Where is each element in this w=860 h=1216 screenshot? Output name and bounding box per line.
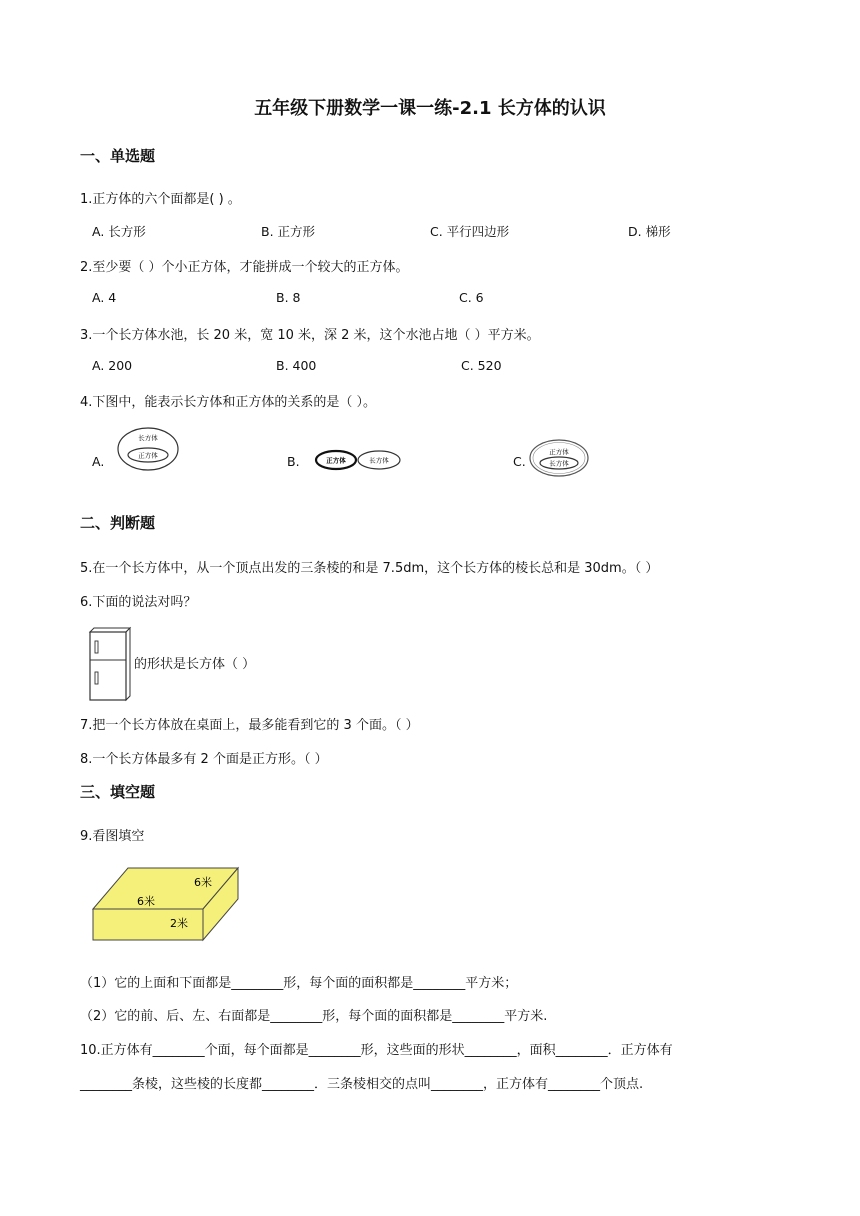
section-heading-true-false: 二、判断题 xyxy=(80,514,156,532)
q3-option-c: C. 520 xyxy=(461,358,502,373)
question-9-sub-1: （1）它的上面和下面都是________形，每个面的面积都是________平方米； xyxy=(80,976,518,991)
section-heading-single-choice: 一、单选题 xyxy=(80,147,156,165)
q1-option-b: B. 正方形 xyxy=(261,224,316,239)
question-6-caption: 的形状是长方体（ ） xyxy=(134,657,256,672)
cuboid-label-front: 6米 xyxy=(137,895,155,908)
q3-option-b: B. 400 xyxy=(276,358,317,373)
venn-b-right-label: 长方体 xyxy=(369,456,389,465)
venn-diagram-b xyxy=(314,448,404,472)
q1-option-c: C. 平行四边形 xyxy=(430,224,510,239)
q3-option-a: A. 200 xyxy=(92,358,133,373)
question-3: 3.一个长方体水池，长 20 米，宽 10 米，深 2 米，这个水池占地（ ）平方米。 xyxy=(80,328,540,343)
cuboid-label-top: 6米 xyxy=(194,876,212,889)
cuboid-figure xyxy=(88,864,243,944)
venn-a-outer-label: 长方体 xyxy=(138,434,158,442)
question-4: 4.下图中，能表示长方体和正方体的关系的是（ ）。 xyxy=(80,395,377,410)
q1-option-d: D. 梯形 xyxy=(628,224,671,239)
q4-option-a: A. xyxy=(92,454,105,469)
venn-b-left-label: 正方体 xyxy=(326,456,346,465)
venn-c-outer-label: 正方体 xyxy=(549,448,569,456)
q2-option-a: A. 4 xyxy=(92,290,117,305)
refrigerator-image xyxy=(82,626,134,702)
q4-option-b: B. xyxy=(287,454,300,469)
cuboid-label-side: 2米 xyxy=(170,917,188,930)
q1-option-a: A. 长方形 xyxy=(92,224,146,239)
page-title: 五年级下册数学一课一练-2.1 长方体的认识 xyxy=(254,98,606,119)
question-6: 6.下面的说法对吗？ xyxy=(80,595,197,610)
question-10-line-1: 10.正方体有________个面，每个面都是________形，这些面的形状________，面积________．正方体有 xyxy=(80,1043,673,1058)
question-9-sub-2: （2）它的前、后、左、右面都是________形，每个面的面积都是________平方米. xyxy=(80,1009,548,1024)
venn-a-inner-label: 正方体 xyxy=(138,451,158,460)
q2-option-c: C. 6 xyxy=(459,290,484,305)
question-10-line-2: ________条棱，这些棱的长度都________．三条棱相交的点叫________，正方体有________个顶点. xyxy=(80,1077,644,1092)
venn-diagram-a xyxy=(116,425,180,473)
q4-option-c: C. xyxy=(513,454,526,469)
question-9: 9.看图填空 xyxy=(80,829,145,844)
question-5: 5.在一个长方体中，从一个顶点出发的三条棱的和是 7.5dm，这个长方体的棱长总和是 30dm。（ ） xyxy=(80,561,659,576)
question-7: 7.把一个长方体放在桌面上，最多能看到它的 3 个面。（ ） xyxy=(80,718,419,733)
question-2: 2.至少要（ ）个小正方体，才能拼成一个较大的正方体。 xyxy=(80,260,409,275)
question-8: 8.一个长方体最多有 2 个面是正方形。（ ） xyxy=(80,752,328,767)
venn-diagram-c xyxy=(527,437,591,479)
venn-c-inner-label: 长方体 xyxy=(549,459,569,468)
question-1: 1.正方体的六个面都是( ) 。 xyxy=(80,192,241,207)
section-heading-fill-blank: 三、填空题 xyxy=(80,783,156,801)
q2-option-b: B. 8 xyxy=(276,290,301,305)
